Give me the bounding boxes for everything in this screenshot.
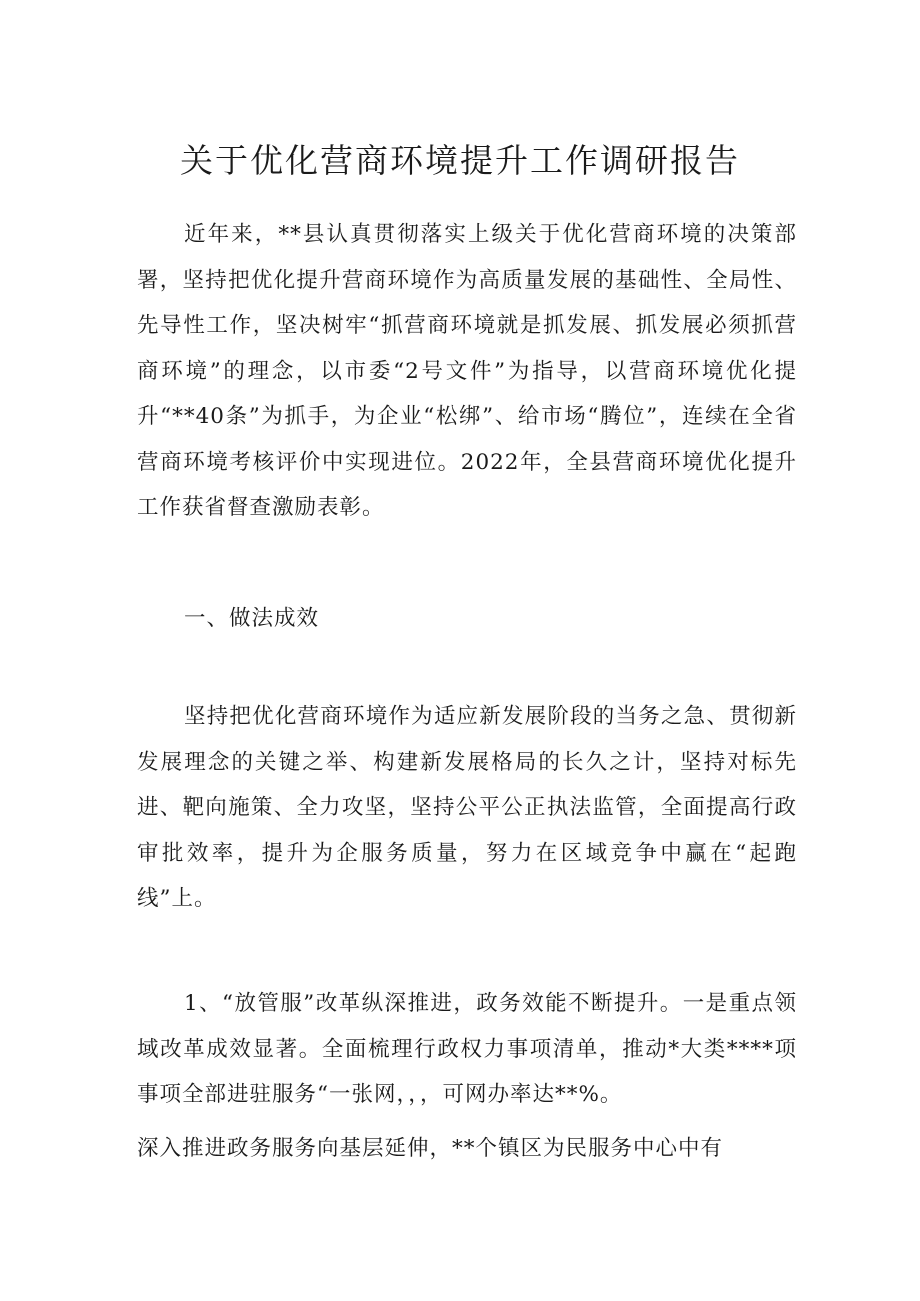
intro-paragraph: 近年来，**县认真贯彻落实上级关于优化营商环境的决策部署，坚持把优化提升营商环境作为高质量发展的基础性、全局性、先导性工作，坚决树牢“抓营商环境就是抓发展、抓发展必须抓营商环境”的理念，以市委“2号文件”为指导，以营商环境优化提升“**40条”为抓手，为企业“松绑”、给市场“腾位”，连续在全省营商环境考核评价中实现进位。2022年，全县营商环境优化提升工作获省督查激励表彰。 [137,222,797,520]
continuation-paragraph: 深入推进政务服务向基层延伸，**个镇区为民服务中心中有 [137,1136,724,1161]
section-heading: 一、做法成效 [184,606,320,631]
item-paragraph: 1、“放管服”改革纵深推进，政务效能不断提升。一是重点领域改革成效显著。全面梳理行政权力事项清单，推动*大类****项事项全部进驻服务“一张网，，，可网办率达**%。 [137,991,797,1107]
page-title: 关于优化营商环境提升工作调研报告 [180,141,740,180]
section-body-paragraph: 坚持把优化营商环境作为适应新发展阶段的当务之急、贯彻新发展理念的关键之举、构建新发展格局的长久之计，坚持对标先进、靶向施策、全力攻坚，坚持公平公正执法监管，全面提高行政审批效率，提升为企服务质量，努力在区域竞争中赢在“起跑线”上。 [137,704,797,911]
